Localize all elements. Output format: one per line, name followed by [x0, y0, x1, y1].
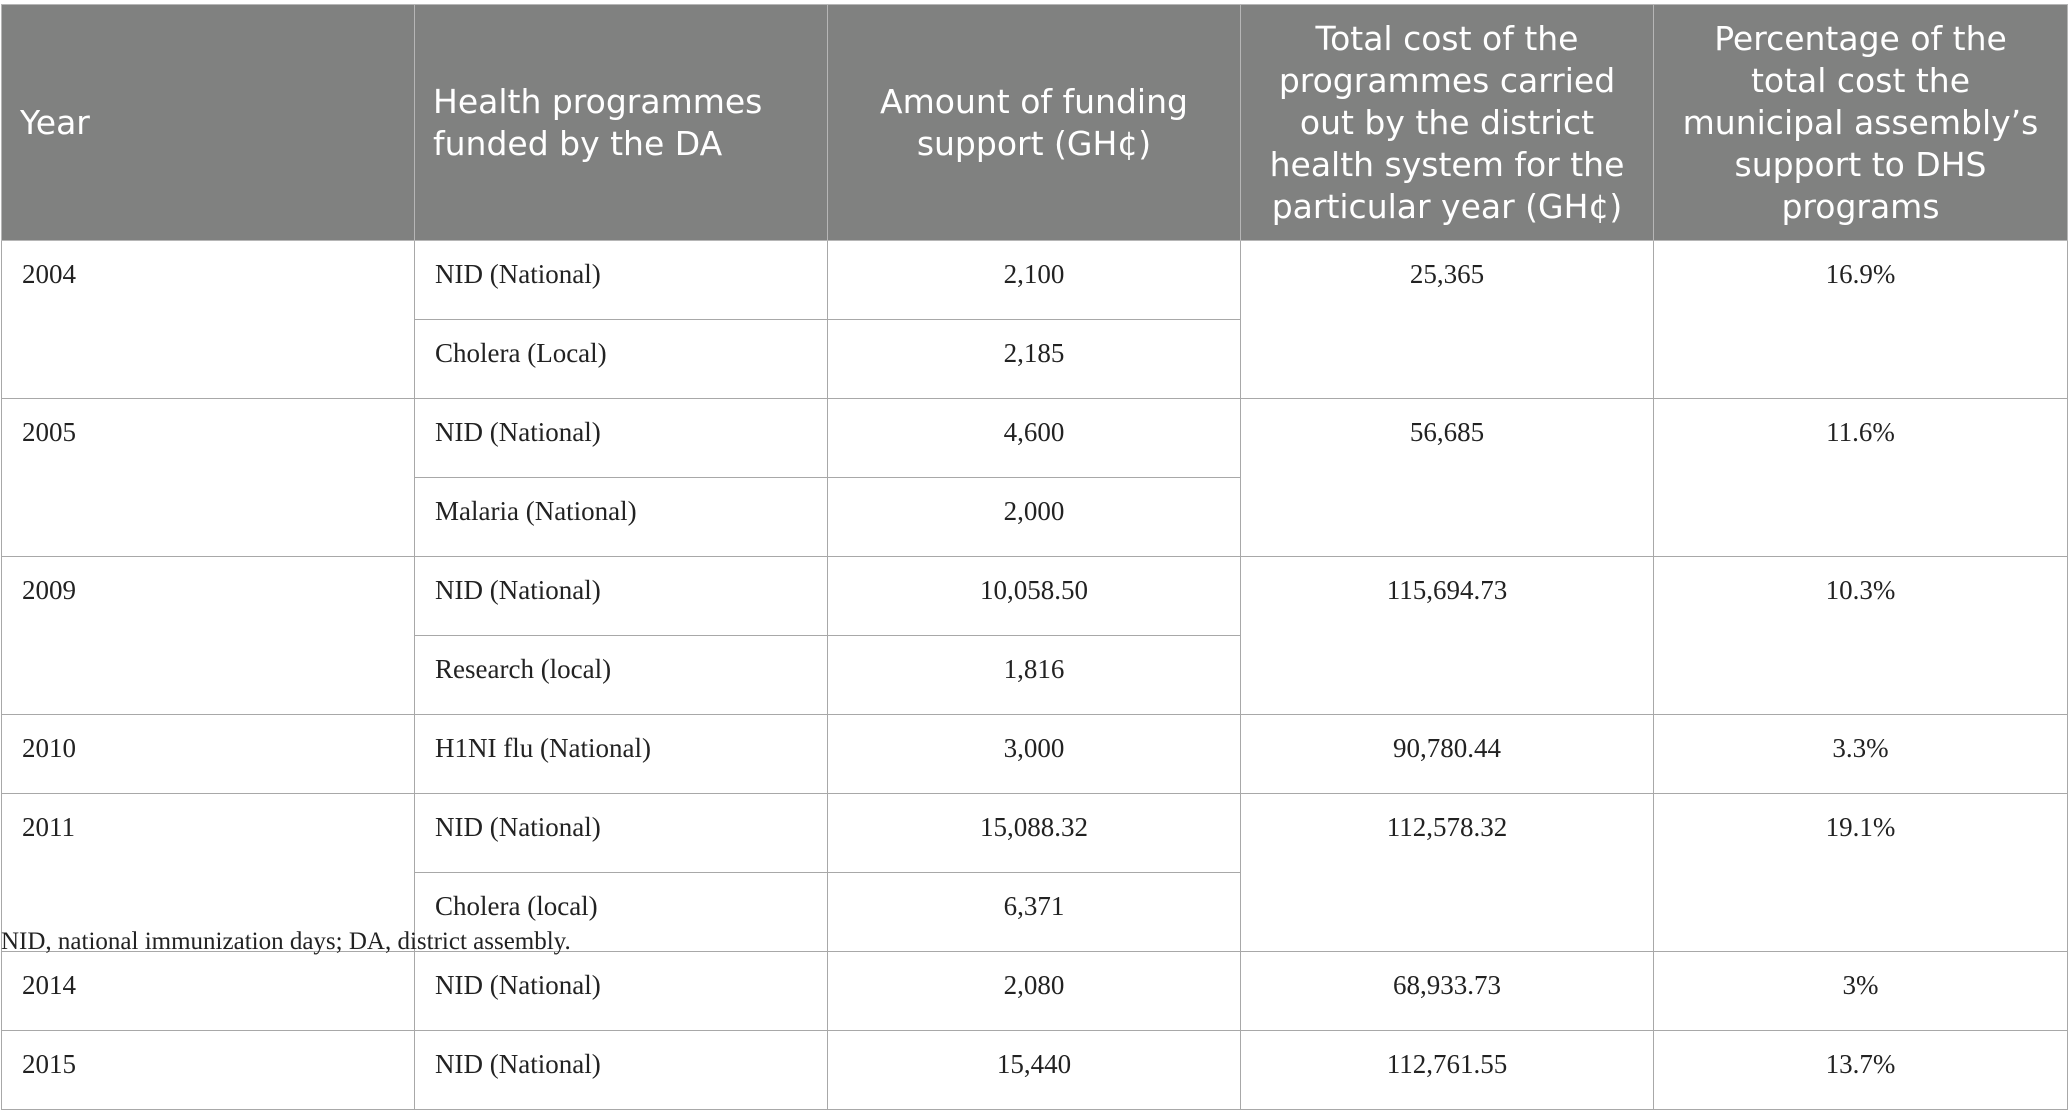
header-funding-amount: Amount of funding support (GH¢)	[828, 5, 1241, 241]
cell-amount: 2,000	[828, 478, 1241, 557]
cell-programme: Cholera (Local)	[415, 320, 828, 399]
cell-amount: 15,088.32	[828, 794, 1241, 873]
cell-total-cost: 112,578.32	[1241, 794, 1654, 952]
cell-programme: NID (National)	[415, 241, 828, 320]
cell-total-cost: 68,933.73	[1241, 952, 1654, 1031]
header-year: Year	[2, 5, 415, 241]
cell-percentage: 16.9%	[1654, 241, 2068, 399]
table-row	[2, 557, 2068, 636]
cell-year: 2014	[2, 952, 415, 1031]
table-row	[2, 952, 2068, 1031]
table-row	[2, 715, 2068, 794]
cell-total-cost: 25,365	[1241, 241, 1654, 399]
table-row	[2, 794, 2068, 873]
cell-year: 2015	[2, 1031, 415, 1110]
cell-total-cost: 112,761.55	[1241, 1031, 1654, 1110]
cell-year: 2005	[2, 399, 415, 557]
cell-percentage: 11.6%	[1654, 399, 2068, 557]
cell-year: 2004	[2, 241, 415, 399]
cell-programme: H1NI flu (National)	[415, 715, 828, 794]
cell-amount: 2,185	[828, 320, 1241, 399]
table-body	[2, 241, 2068, 1110]
header-row	[2, 5, 2068, 241]
cell-programme: NID (National)	[415, 399, 828, 478]
table-row	[2, 1031, 2068, 1110]
cell-amount: 2,080	[828, 952, 1241, 1031]
cell-percentage: 13.7%	[1654, 1031, 2068, 1110]
cell-programme: Cholera (local)	[415, 873, 828, 952]
cell-amount: 6,371	[828, 873, 1241, 952]
cell-amount: 15,440	[828, 1031, 1241, 1110]
cell-year: 2010	[2, 715, 415, 794]
cell-percentage: 10.3%	[1654, 557, 2068, 715]
cell-programme: NID (National)	[415, 1031, 828, 1110]
cell-year: 2009	[2, 557, 415, 715]
header-total-cost: Total cost of the programmes carried out by the district health system for the particular year (GH¢)	[1241, 5, 1654, 241]
cell-percentage: 3.3%	[1654, 715, 2068, 794]
header-programmes: Health programmes funded by the DA	[415, 5, 828, 241]
cell-total-cost: 90,780.44	[1241, 715, 1654, 794]
header-percentage: Percentage of the total cost the municipal assembly’s support to DHS programs	[1654, 5, 2068, 241]
cell-amount: 3,000	[828, 715, 1241, 794]
cell-programme: Research (local)	[415, 636, 828, 715]
cell-programme: NID (National)	[415, 557, 828, 636]
cell-programme: Malaria (National)	[415, 478, 828, 557]
cell-programme: NID (National)	[415, 794, 828, 873]
table-footnote: NID, national immunization days; DA, district assembly.	[1, 928, 571, 955]
cell-amount: 10,058.50	[828, 557, 1241, 636]
cell-total-cost: 56,685	[1241, 399, 1654, 557]
cell-amount: 1,816	[828, 636, 1241, 715]
cell-amount: 4,600	[828, 399, 1241, 478]
table-row	[2, 241, 2068, 320]
cell-total-cost: 115,694.73	[1241, 557, 1654, 715]
cell-amount: 2,100	[828, 241, 1241, 320]
cell-year: 2011	[2, 794, 415, 952]
cell-programme: NID (National)	[415, 952, 828, 1031]
cell-percentage: 19.1%	[1654, 794, 2068, 952]
cell-percentage: 3%	[1654, 952, 2068, 1031]
table-row	[2, 399, 2068, 478]
